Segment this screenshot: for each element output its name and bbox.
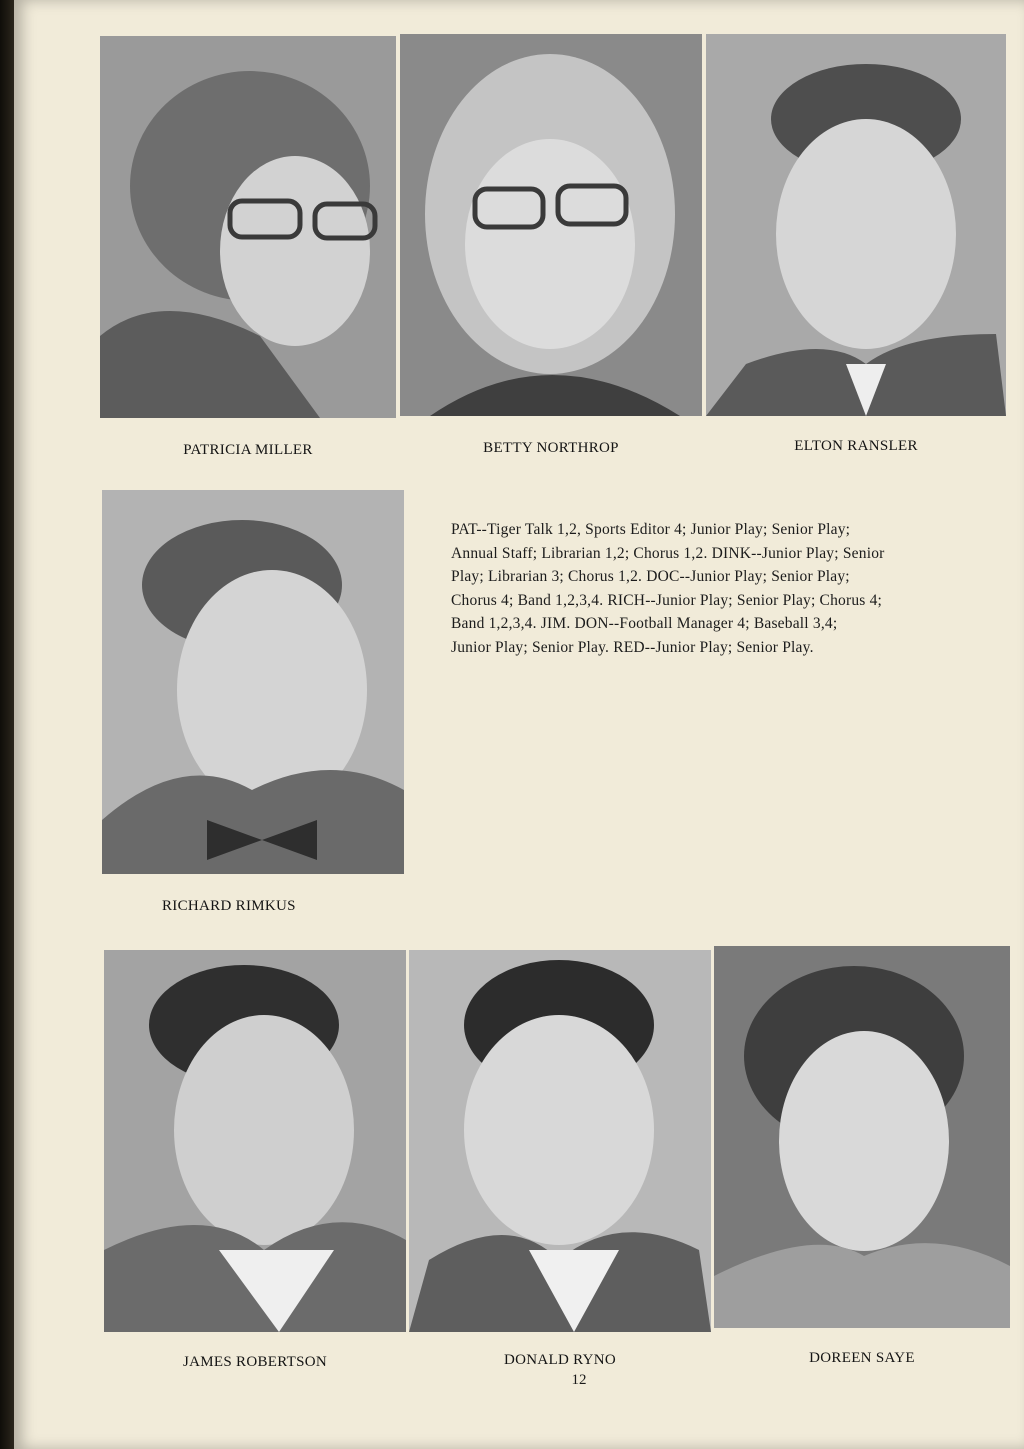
student-name: DONALD RYNO [503,1352,617,1368]
activities-line: PAT--Tiger Talk 1,2, Sports Editor 4; Junior Play; Senior Play; [451,521,851,538]
activities-text [451,518,996,659]
activities-line: Annual Staff; Librarian 1,2; Chorus 1,2. DINK--Junior Play; Senior [451,544,885,562]
page-number: 12 [571,1372,587,1388]
activities-line: Junior Play; Senior Play. RED--Junior Play; Senior Play. [451,638,814,656]
student-name: ELTON RANSLER [794,438,918,454]
portrait-photo-patricia-miller [100,36,396,418]
activities-line: Play; Librarian 3; Chorus 1,2. DOC--Junior Play; Senior Play; [451,568,850,585]
portrait-photo-doreen-saye [714,946,1010,1328]
portrait-photo-james-robertson [104,950,406,1332]
portrait-photo-donald-ryno [409,950,711,1332]
yearbook-page [14,0,1024,1449]
student-name: JAMES ROBERTSON [182,1354,328,1370]
activities-line: Chorus 4; Band 1,2,3,4. RICH--Junior Play; Senior Play; Chorus 4; [451,591,883,609]
student-name: RICHARD RIMKUS [162,898,296,914]
student-name: BETTY NORTHROP [483,440,619,456]
portrait-photo-betty-northrop [400,34,702,416]
portrait-photo-elton-ransler [706,34,1006,416]
activities-line: Band 1,2,3,4. JIM. DON--Football Manager 4; Baseball 3,4; [451,615,838,632]
portrait-photo-richard-rimkus [102,490,404,874]
student-name: DOREEN SAYE [809,1350,915,1366]
book-binding-edge [0,0,14,1449]
student-name: PATRICIA MILLER [183,442,313,458]
